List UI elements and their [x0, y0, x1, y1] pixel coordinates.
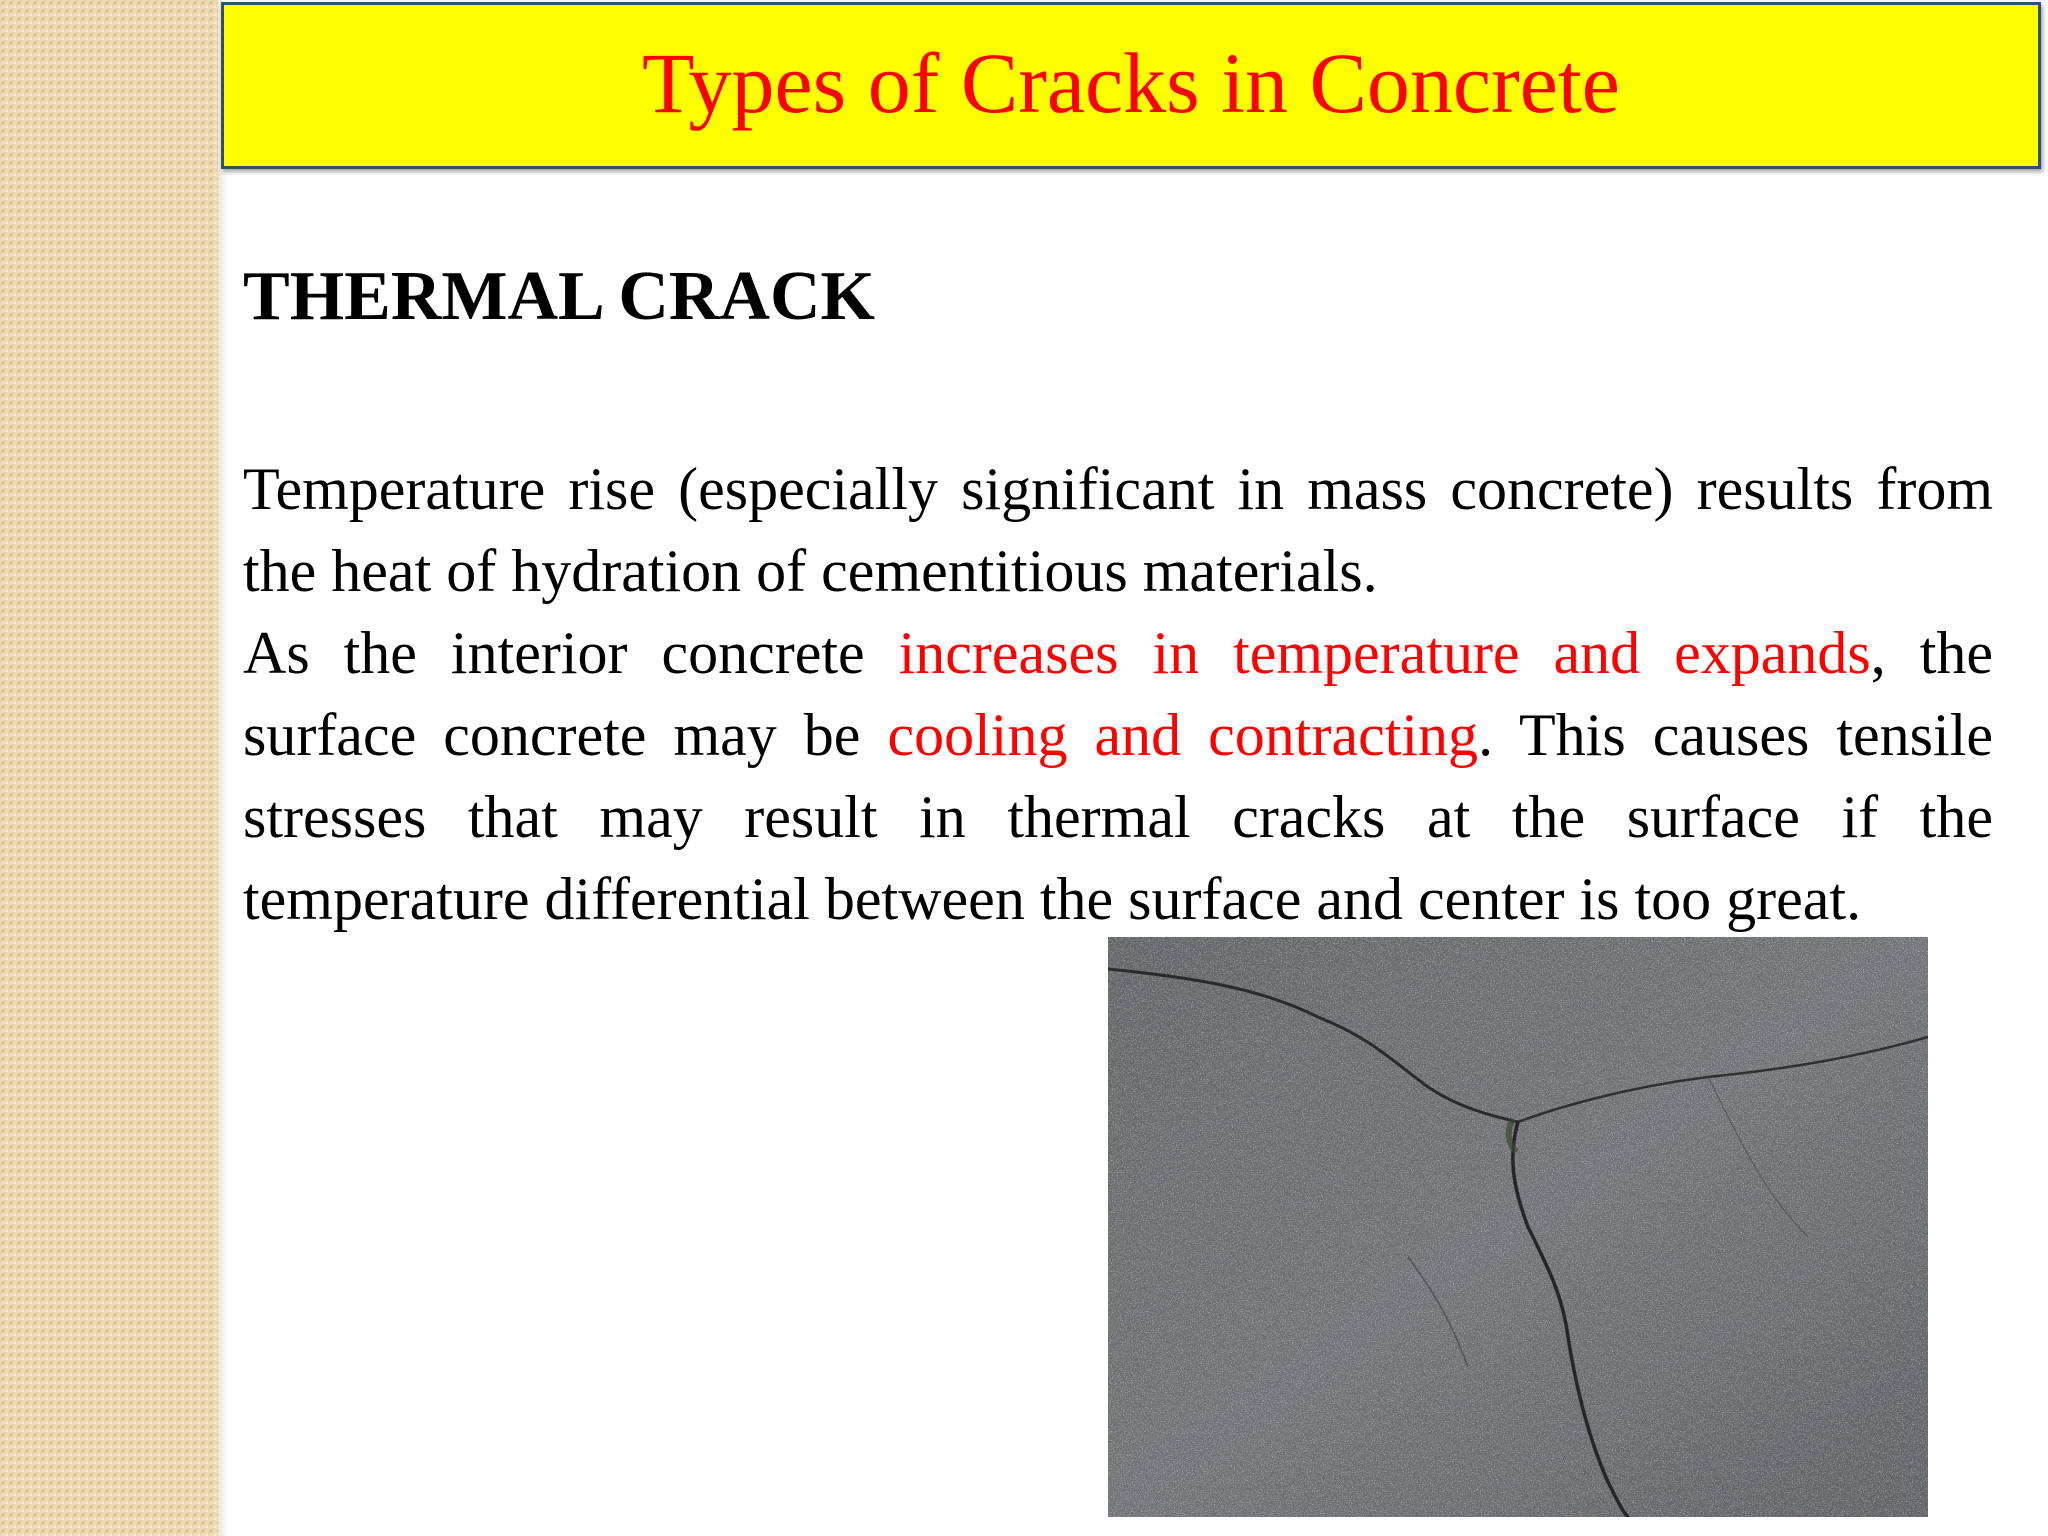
paragraph-2-part-2: , the surface concrete may be	[243, 620, 1993, 768]
decorative-side-band	[0, 0, 218, 1536]
side-band-edge	[218, 0, 228, 1536]
section-heading: THERMAL CRACK	[243, 258, 875, 335]
paragraph-2-part-3: . This causes tensile stresses that may result in thermal cracks at the surface if the temperature differential between the surface and center is too great.	[243, 702, 1993, 932]
concrete-crack-image	[1108, 937, 1928, 1517]
highlight-contracting: cooling and contracting	[887, 702, 1479, 768]
paragraph-1: Temperature rise (especially significant in mass concrete) results from the heat of hydration of cementitious materials.	[243, 456, 1993, 604]
cracked-concrete-photo	[1108, 937, 1928, 1517]
body-text	[243, 448, 1993, 940]
paragraph-2	[243, 612, 1993, 940]
highlight-expands: increases in temperature and expands	[898, 620, 1871, 686]
title-banner	[221, 2, 2041, 169]
paragraph-2-part-1: As the interior concrete	[243, 620, 899, 686]
slide-title: Types of Cracks in Concrete	[642, 34, 1620, 131]
